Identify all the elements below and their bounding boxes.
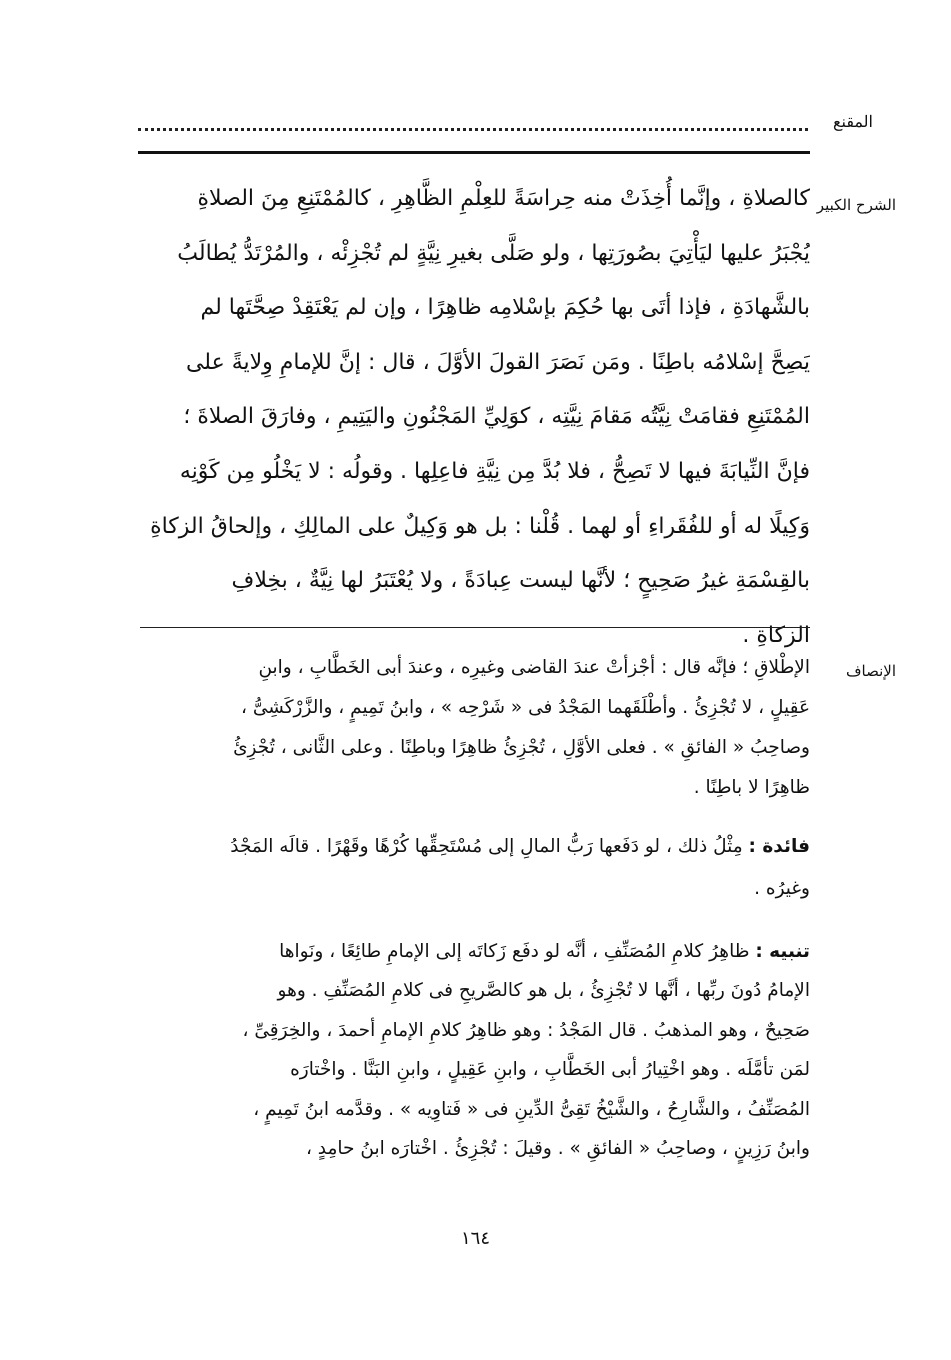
tanbih-line: المُصَنِّفُ ، والشَّارِحُ ، والشَّيْخُ تَقِىُّ الدِّينِ فى « فَتاوِيه » . وقدَّمه ابنُ تَمِيمٍ ، (253, 1098, 810, 1120)
sharh-line: يَصِحَّ إسْلامُه باطِنًا . ومَن نَصَرَ القولَ الأوَّلَ ، قال : إنَّ للإمامِ وِلايةً على (185, 349, 810, 375)
insaf-line: الإطْلاقِ ؛ فإنَّه قال : أجْزأتْ عندَ القاضى وغيرِه ، وعندَ أبى الخَطَّابِ ، وابنِ (258, 657, 810, 678)
tanbih-line-text: ظاهِرُ كلامِ المُصَنِّفِ ، أنَّه لو دفَع زَكاتَه إلى الإمامِ طائِعًا ، ونَواها (279, 941, 750, 962)
section-divider (140, 627, 810, 628)
insaf-line: عَقِيلٍ ، لا تُجْزِئُ . وأطْلَقَهما المَجْدُ فى « شَرْحِه » ، وابنُ تَمِيمٍ ، والزَّرْكَشِىُّ ، (240, 697, 810, 718)
insaf-line: وصاحِبُ « الفائقِ » . فعلى الأوَّلِ ، تُجْزِئُ ظاهِرًا وباطِنًا . وعلى الثَّانى ، تُجْزِئُ (233, 737, 810, 758)
tanbih-paragraph (130, 932, 810, 1168)
insaf-text-block (130, 648, 810, 808)
insaf-line: ظاهِرًا لا باطِنًا . (693, 777, 810, 798)
sharh-line: الزكاةِ . (742, 622, 810, 648)
tanbih-line: الإمامُ دُونَ ربِّها ، أنَّها لا تُجْزِئُ ، بل هو كالصَّريحِ فى كلامِ المُصَنِّفِ . وهو (277, 980, 810, 1002)
running-head: المقنع (832, 112, 873, 131)
tanbih-lead: تنبيه : (755, 941, 810, 962)
faida-line-text: مِثْلُ ذلك ، لو دَفَعها رَبُّ المالِ إلى مُسْتَحِقِّها كُرْهًا وقَهْرًا . قالَه المَجْدُ (230, 836, 743, 857)
faida-paragraph (130, 826, 810, 910)
sharh-line: المُمْتَنِعِ فقامَتْ نِيَّتُه مَقامَ نِيَّتِه ، كوَلِيِّ المَجْنُونِ واليَتِيمِ ، وفارَقَ الصلاةَ ؛ (183, 404, 810, 430)
faida-line (130, 826, 810, 868)
tanbih-line (130, 932, 810, 971)
sharh-text-block (130, 172, 810, 663)
dotted-leader (138, 128, 808, 131)
sharh-line: وَكِيلًا له أو للفُقَراءِ أو لهما . قُلْنا : بل هو وَكِيلٌ على المالِكِ ، وإلحاقُ الزكاةِ (150, 513, 810, 539)
page-number: ١٦٤ (460, 1228, 490, 1249)
sharh-line: كالصلاةِ ، وإنَّما أُخِذَتْ منه حِراسَةً للعِلْمِ الظَّاهِرِ ، كالمُمْتَنِعِ مِنَ الصلاةِ (197, 186, 810, 211)
side-label-sharh: الشرح الكبير (816, 196, 896, 214)
tanbih-line: صَحِيحٌ ، وهو المذهبُ . قال المَجْدُ : وهو ظاهِرُ كلامِ الإمامِ أحمدَ ، والخِرَقِىِّ ، (242, 1019, 810, 1041)
faida-lead: فائدة : (748, 836, 810, 857)
sharh-line: يُجْبَرُ عليها ليَأْتِيَ بصُورَتِها ، ولو صَلَّى بغيرِ نِيَّةٍ لم تُجْزِئْه ، والمُرْتَدُّ يُطالَبُ (177, 240, 810, 266)
header-rule (138, 151, 810, 154)
sharh-line: فإنَّ النِّيابَةَ فيها لا تَصِحُّ ، فلا بُدَّ مِن نِيَّةِ فاعِلِها . وقولُه : لا يَخْلُو مِن كَوْنِه (179, 458, 810, 484)
tanbih-line: وابنُ رَزِينٍ ، وصاحِبُ « الفائقِ » . وقيلَ : تُجْزِئُ . اخْتارَه ابنُ حامِدٍ ، (305, 1138, 810, 1160)
faida-line: وغيرُه . (754, 878, 810, 899)
sharh-line: بالقِسْمَةِ غيرُ صَحِيحٍ ؛ لأنَّها ليست عِبادَةً ، ولا يُعْتَبَرُ لها نِيَّةٌ ، بخِلافِ (231, 568, 810, 594)
sharh-line: بالشَّهادَةِ ، فإذا أتَى بها حُكِمَ بإسْلامِه ظاهِرًا ، وإن لم يَعْتَقِدْ صِحَّتَها لم (200, 295, 810, 321)
tanbih-line: لمَن تأمَّلَه . وهو اخْتِيارُ أبى الخَطَّابِ ، وابنِ عَقِيلٍ ، وابنِ البَنَّا . واخْتارَه (290, 1059, 810, 1081)
side-label-insaf: الإنصاف (845, 662, 896, 680)
